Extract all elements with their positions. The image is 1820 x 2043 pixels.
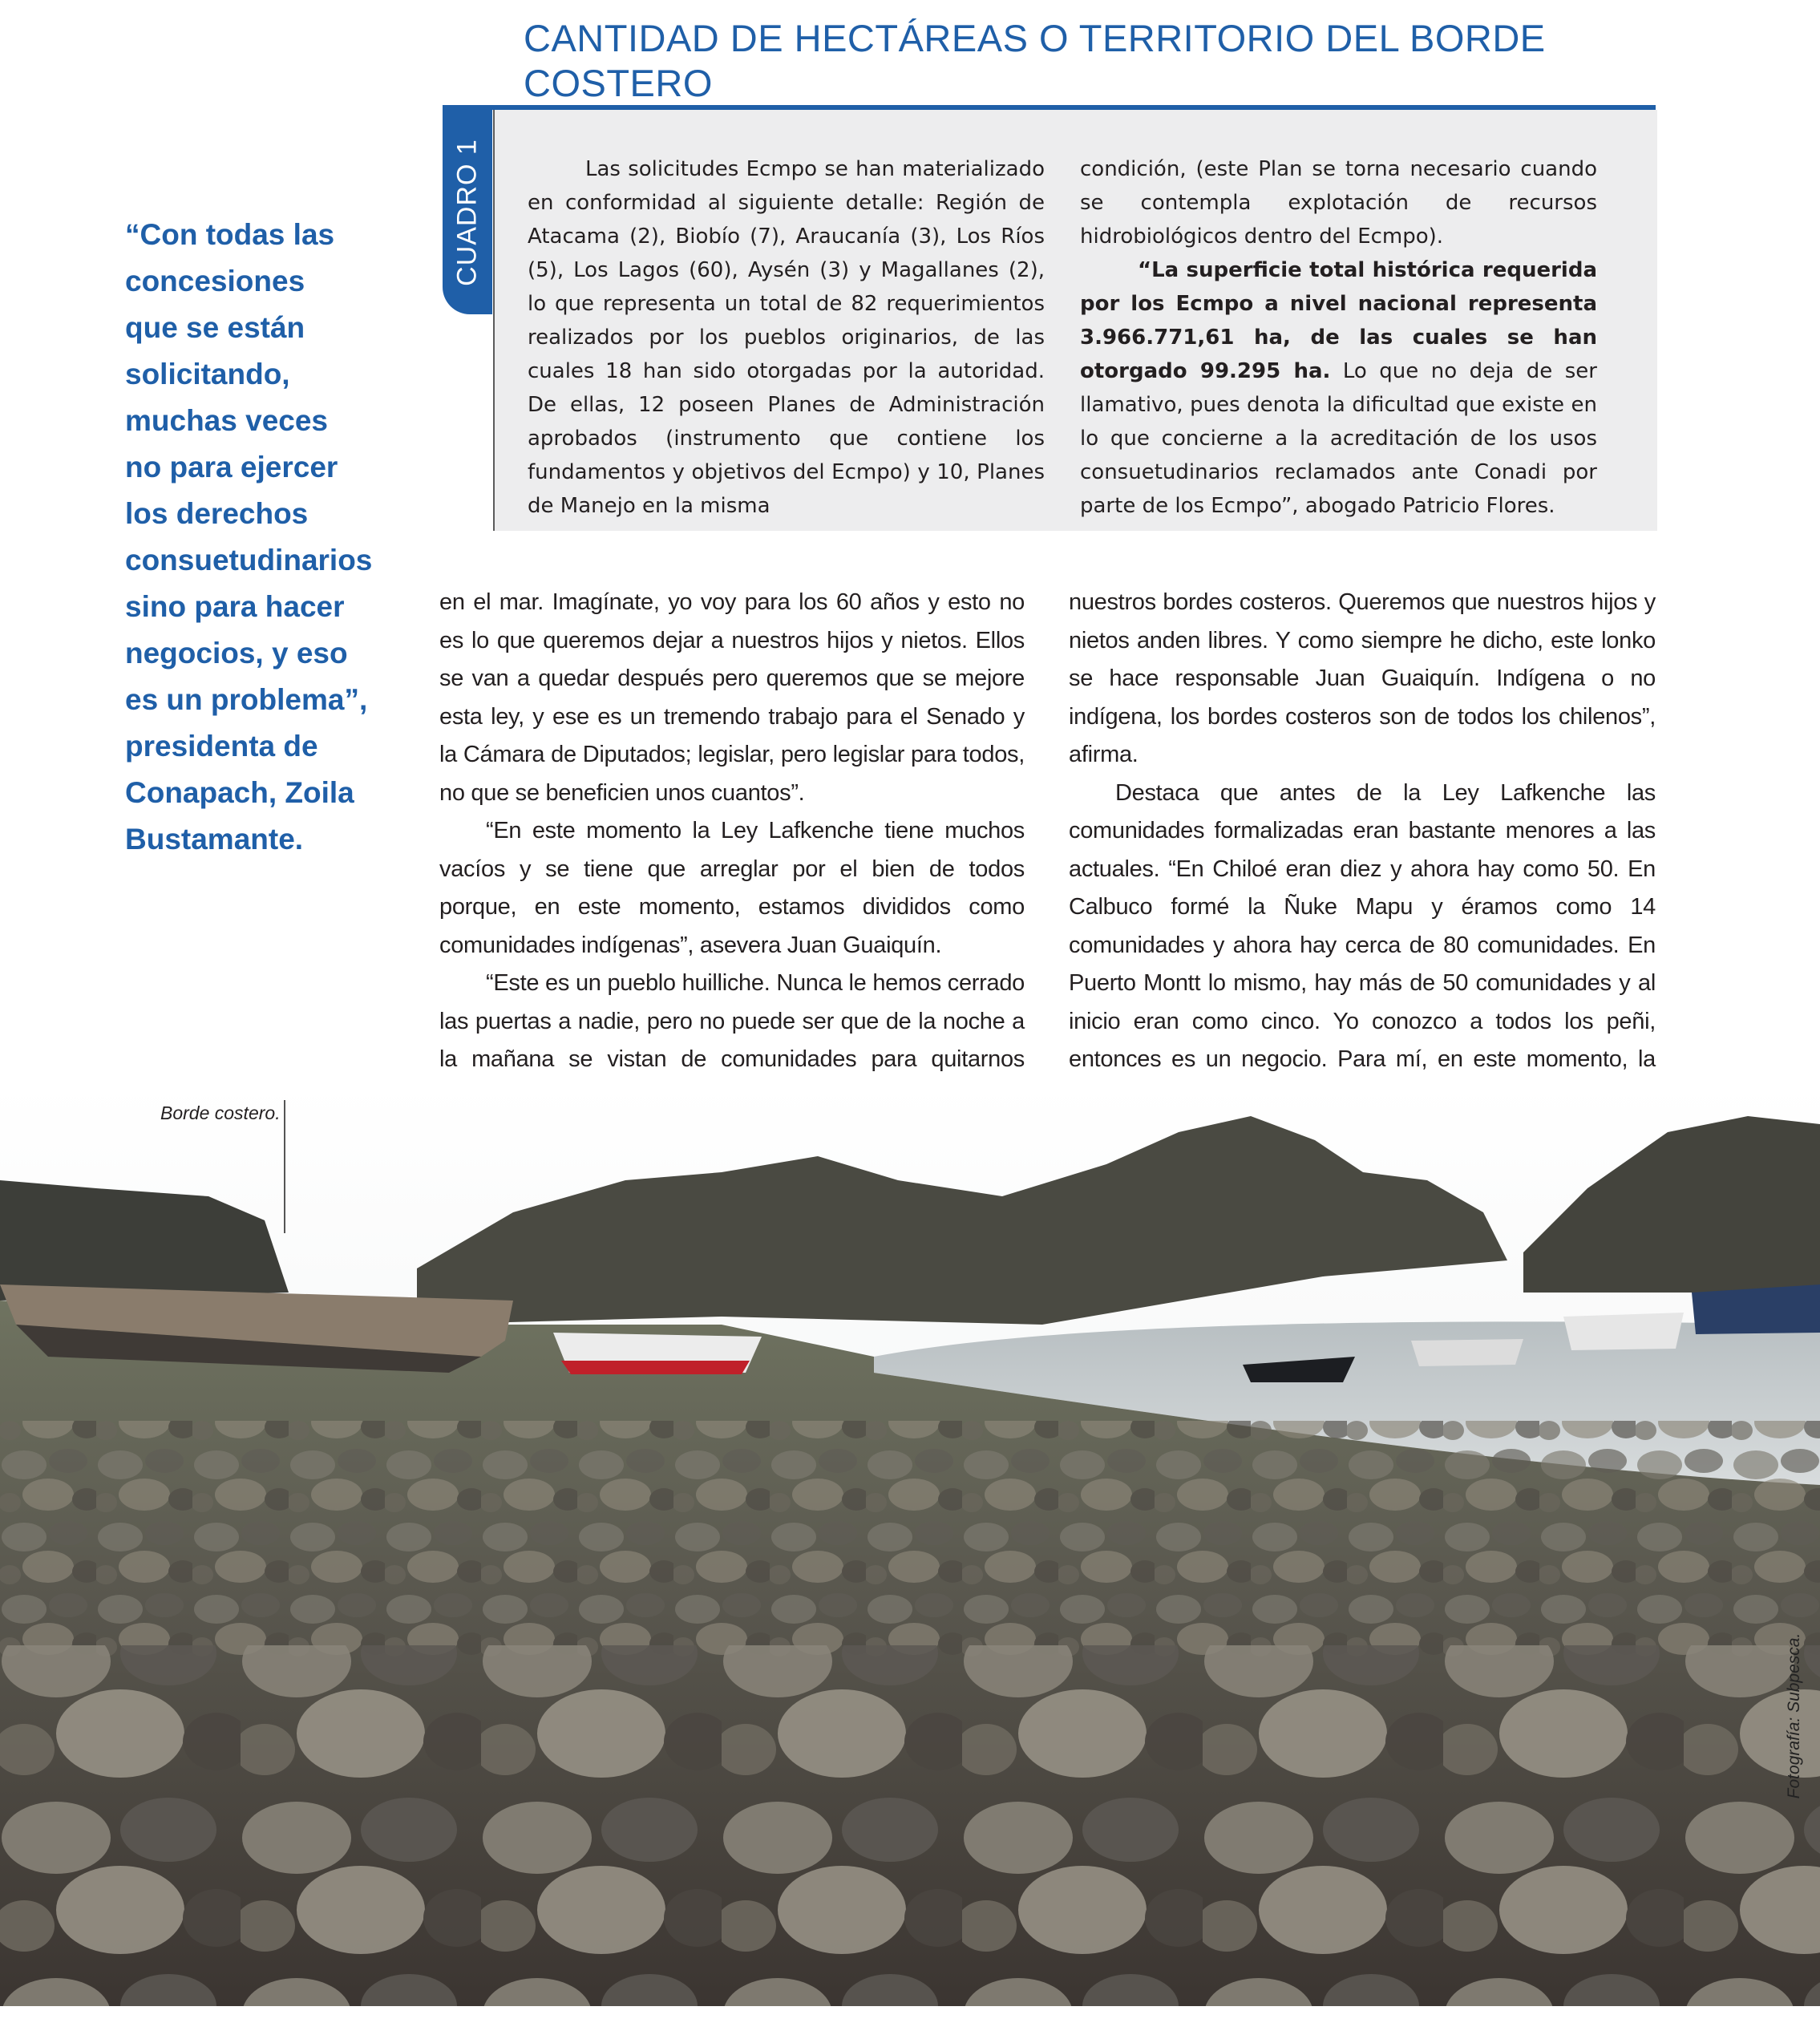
box-column-right — [1080, 152, 1597, 523]
pull-quote — [125, 212, 414, 863]
photo-credit: Fotografía: Subpesca. — [1785, 1632, 1803, 1799]
pull-quote-line: es un problema”, — [125, 683, 368, 716]
box-tab-label: CUADRO 1 — [451, 138, 483, 286]
box-quote-rest: Lo que no deja de ser llamativo, pues denota la dificultad que existe en lo que concierne a la acreditación de los usos consuetudinarios reclamados ante Conadi por parte de los Ecmpo”, abogado Patricio Flores. — [1080, 359, 1597, 518]
pull-quote-line: muchas veces — [125, 404, 329, 437]
pull-quote-line: sino para hacer — [125, 590, 345, 623]
article-column-left — [439, 584, 1025, 1117]
pull-quote-line: los derechos — [125, 497, 309, 530]
pull-quote-line: solicitando, — [125, 358, 290, 390]
pull-quote-line: presidenta de — [125, 730, 318, 763]
pull-quote-line: Bustamante. — [125, 823, 304, 856]
box-paragraph: condición, (este Plan se torna necesario cuando se contempla explotación de recursos hidrobiológicos dentro del Ecmpo). — [1080, 157, 1597, 249]
box-paragraph: Las solicitudes Ecmpo se han materializado en conformidad al siguiente detalle: Región de Atacama (2), Biobío (7), Araucanía (3), Los Ríos (5), Los Lagos (60), Aysén (3) y Magallanes (2), lo que representa un total de 82 requerimientos realizados por los pueblos originarios, de las cuales 18 han sido otorgadas por la autoridad. De ellas, 12 poseen Planes de Administración aprobados (instrumento que contiene los fundamentos y objetivos del Ecmpo) y 10, Planes de Manejo en la misma — [528, 157, 1045, 518]
box-column-left — [528, 152, 1045, 523]
pull-quote-line: no para ejercer — [125, 451, 338, 483]
article-paragraph: nuestros bordes costeros. Queremos que nuestros hijos y nietos anden libres. Y como siempre he dicho, este lonko se hace responsable Juan Guaiquín. Indígena o no indígena, los bordes costeros son de todos los chilenos”, afirma. — [1069, 589, 1656, 767]
article-paragraph: en el mar. Imagínate, yo voy para los 60 años y esto no es lo que queremos dejar a nuestros hijos y nietos. Ellos se van a quedar después pero queremos que se mejore esta ley, y ese es un tremendo trabajo para el Senado y la Cámara de Diputados; legislar, pero legislar para todos, no que se beneficien unos cuantos”. — [439, 589, 1025, 806]
caption-leader-line — [284, 1100, 285, 1233]
pull-quote-line: negocios, y eso — [125, 637, 348, 670]
box-paragraph — [1080, 253, 1597, 523]
article-final-text: Destaca que antes de la Ley Lafkenche las comunidades formalizadas eran bastante menores a las actuales. “En Chiloé eran diez y ahora hay como 50. En Calbuco formé la Ñuke Mapu y éramos como 14 comunidades y ahora hay cerca de 80 comunidades. En Puerto Montt lo mismo, hay más de 50 comunidades y al inicio eran como cinco. Yo conozco a todos los peñi, entonces es un negocio. Para mí, en este momento, la — [1069, 779, 1656, 1072]
pull-quote-line: Conapach, Zoila — [125, 776, 354, 809]
article-paragraph: “Este es un pueblo huilliche. Nunca le hemos cerrado las puertas a nadie, pero no puede ser que de la noche a la mañana se vistan de comunidades para quitarnos — [439, 970, 1025, 1072]
pull-quote-line: consuetudinarios — [125, 544, 373, 576]
coastal-photo — [0, 1084, 1820, 2006]
box-bold-quote: “La superficie total histórica requerida por los Ecmpo a nivel nacional representa 3.966.771,61 ha, de las cuales se han otorgado 99.295 ha. — [1080, 258, 1597, 383]
pull-quote-line: concesiones — [125, 265, 305, 297]
pull-quote-line: que se están — [125, 311, 305, 344]
article-column-right — [1069, 584, 1656, 1155]
box-title-line1: CANTIDAD DE HECTÁREAS O TERRITORIO DEL BORDE COSTERO — [524, 17, 1546, 104]
box-tab — [443, 110, 492, 314]
photo-caption: Borde costero. — [160, 1102, 281, 1123]
article-paragraph: “En este momento la Ley Lafkenche tiene muchos vacíos y se tiene que arreglar por el bien de todos porque, en este momento, estamos divididos como comunidades indígenas”, asevera Juan Guaiquín. — [439, 818, 1025, 958]
pull-quote-line: “Con todas las — [125, 218, 335, 251]
